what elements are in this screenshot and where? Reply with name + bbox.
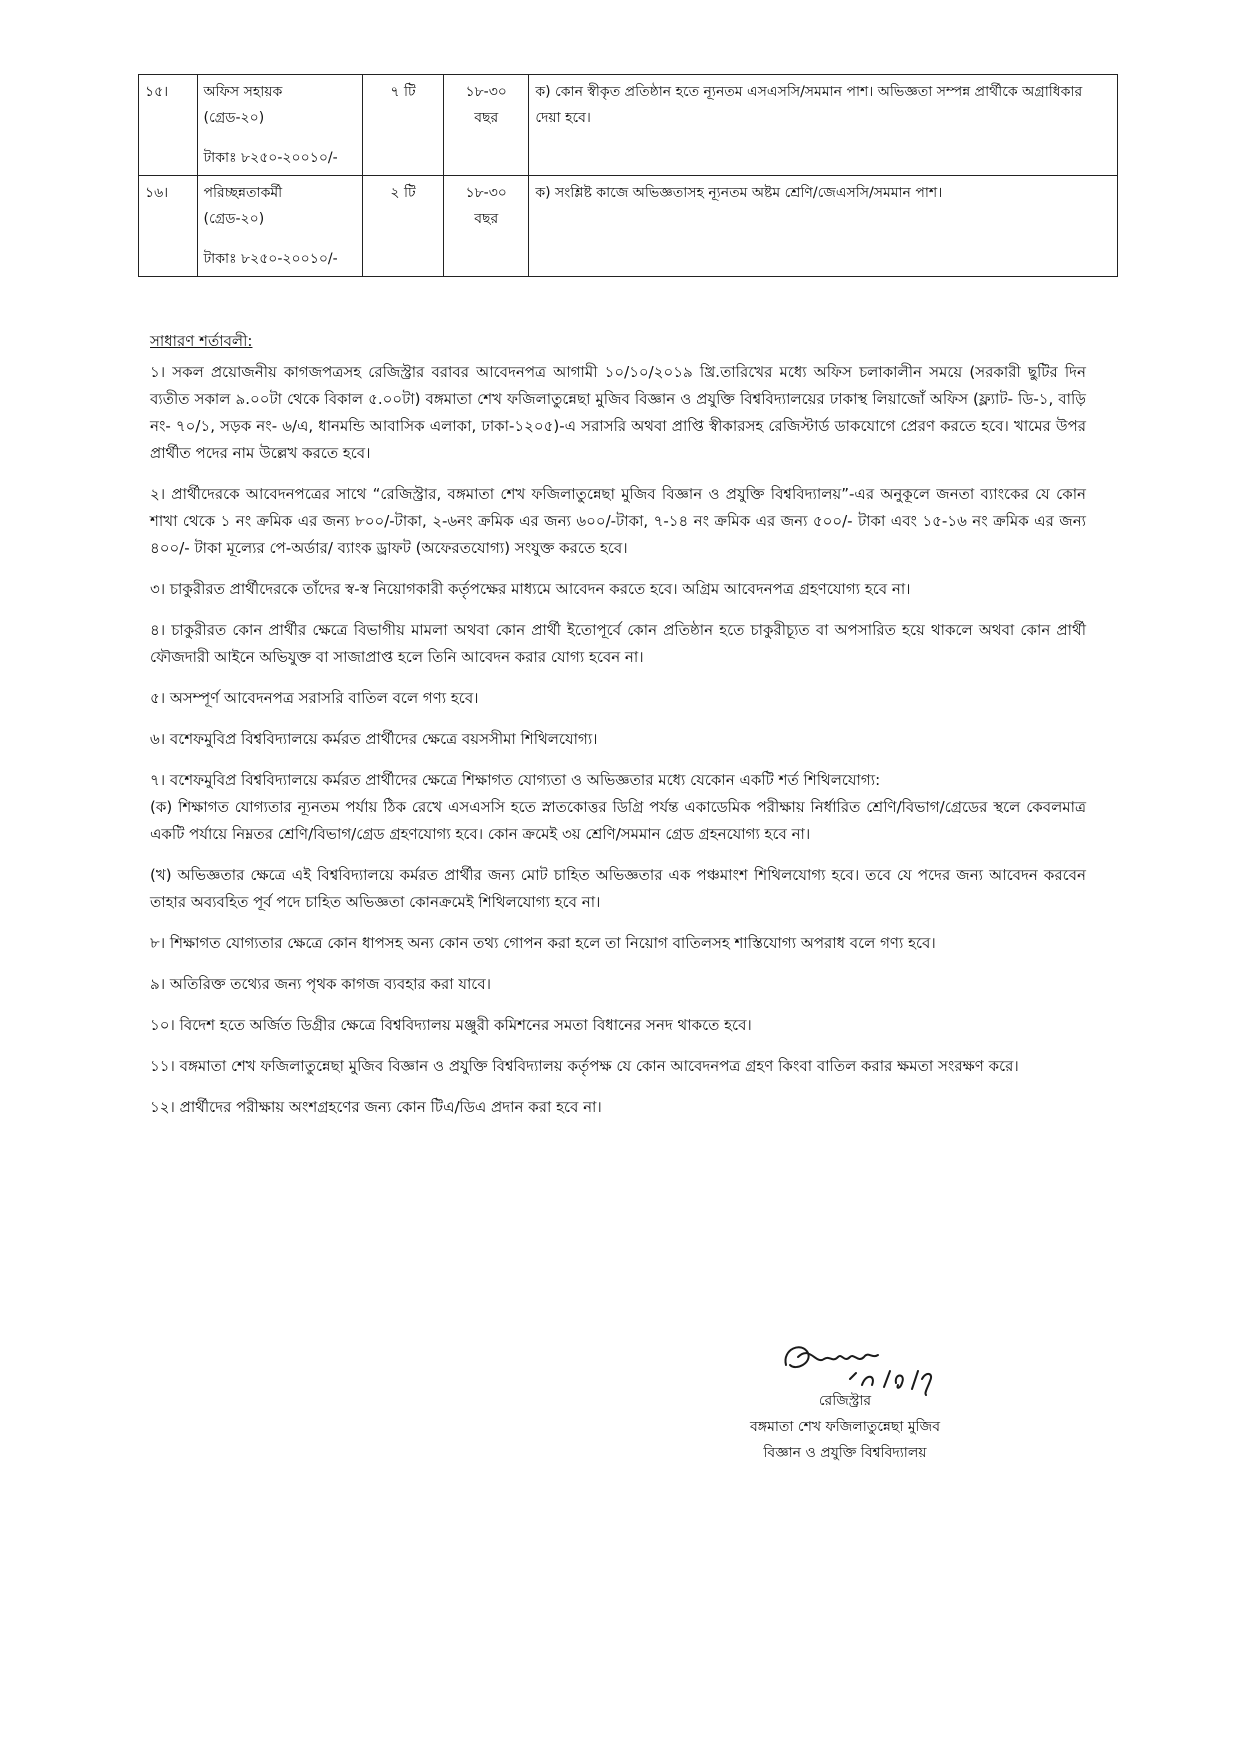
serial-cell: ১৬।	[139, 176, 198, 277]
qualification-cell: ক) কোন স্বীকৃত প্রতিষ্ঠান হতে ন্যূনতম এসএসসি/সমমান পাশ। অভিজ্ঞতা সম্পন্ন প্রার্থীকে অগ্রাধিকার দেয়া হবে।	[529, 75, 1118, 176]
table-row	[139, 75, 1118, 176]
age-cell	[444, 75, 529, 176]
post-count-cell: ২ টি	[362, 176, 443, 277]
term-2: ২। প্রার্থীদেরকে আবেদনপত্রের সাথে “রেজিস্ট্রার, বঙ্গমাতা শেখ ফজিলাতুন্নেছা মুজিব বিজ্ঞান ও প্রযুক্তি বিশ্ববিদ্যালয়”-এর অনুকূলে জনতা ব্যাংকের যে কোন শাখা থেকে ১ নং ক্রমিক এর জন্য ৮০০/-টাকা, ২-৬নং ক্রমিক এর জন্য ৬০০/-টাকা, ৭-১৪ নং ক্রমিক এর জন্য ৫০০/- টাকা এবং ১৫-১৬ নং ক্রমিক এর জন্য ৪০০/- টাকা মূল্যের পে-অর্ডার/ ব্যাংক ড্রাফট (অফেরতযোগ্য) সংযুক্ত করতে হবে।	[150, 485, 1086, 557]
age-unit: বছর	[474, 211, 499, 227]
post-salary: টাকাঃ ৮২৫০-২০০১০/-	[203, 150, 338, 166]
signer-title: রেজিস্ট্রার	[818, 1393, 872, 1409]
post-count-cell: ৭ টি	[362, 75, 443, 176]
term-11-number: ১১।	[150, 1057, 175, 1075]
serial-cell: ১৫।	[139, 75, 198, 176]
term-12: ১২। প্রার্থীদের পরীক্ষায় অংশগ্রহণের জন্য কোন টিএ/ডিএ প্রদান করা হবে না।	[150, 1098, 602, 1116]
term-7-a: (ক) শিক্ষাগত যোগ্যতার ন্যূনতম পর্যায় ঠিক রেখে এসএসসি হতে স্নাতকোত্তর ডিগ্রি পর্যন্ত একাডেমিক পরীক্ষায় নির্ধারিত শ্রেণি/বিভাগ/গ্রেডের স্থলে কেবলমাত্র একটি পর্যায়ে নিম্নতর শ্রেণি/বিভাগ/গ্রেড গ্রহণযোগ্য হবে। কোন ক্রমেই ৩য় শ্রেণি/সমমান গ্রেড গ্রহনযোগ্য হবে না।	[150, 798, 1086, 843]
term-11	[150, 1053, 1086, 1080]
term-7: ৭। বশেফমুবিপ্র বিশ্ববিদ্যালয়ে কর্মরত প্রার্থীদের ক্ষেত্রে শিক্ষাগত যোগ্যতা ও অভিজ্ঞতার মধ্যে যেকোন একটি শর্ত শিথিলযোগ্য:	[150, 771, 881, 789]
post-salary: টাকাঃ ৮২৫০-২০০১০/-	[203, 251, 338, 267]
age-unit: বছর	[474, 110, 499, 126]
posts-table	[138, 74, 1118, 277]
age-range: ১৮-৩০	[465, 84, 507, 100]
signer-org-line-1: বঙ্গমাতা শেখ ফজিলাতুন্নেছা মুজিব	[750, 1419, 940, 1435]
post-grade: (গ্রেড-২০)	[203, 110, 265, 126]
term-4: ৪। চাকুরীরত কোন প্রার্থীর ক্ষেত্রে বিভাগীয় মামলা অথবা কোন প্রার্থী ইতোপূর্বে কোন প্রতিষ্ঠান হতে চাকুরীচ্যূত বা অপসারিত হয়ে থাকলে অথবা কোন প্রার্থী ফৌজদারী আইনে অভিযুক্ত বা সাজাপ্রাপ্ত হলে তিনি আবেদন করার যোগ্য হবেন না।	[150, 621, 1086, 666]
post-name: পরিচ্ছন্নতাকর্মী	[203, 185, 283, 201]
age-cell	[444, 176, 529, 277]
general-terms	[150, 320, 1086, 1135]
signer-org-line-2: বিজ্ঞান ও প্রযুক্তি বিশ্ববিদ্যালয়	[763, 1445, 927, 1461]
age-range: ১৮-৩০	[465, 185, 507, 201]
term-9: ৯। অতিরিক্ত তথ্যের জন্য পৃথক কাগজ ব্যবহার করা যাবে।	[150, 975, 492, 993]
term-3: ৩। চাকুরীরত প্রার্থীদেরকে তাঁদের স্ব-স্ব নিয়োগকারী কর্তৃপক্ষের মাধ্যমে আবেদন করতে হবে। অগ্রিম আবেদনপত্র গ্রহণযোগ্য হবে না।	[150, 580, 911, 598]
term-5: ৫। অসম্পূর্ণ আবেদনপত্র সরাসরি বাতিল বলে গণ্য হবে।	[150, 689, 479, 707]
post-grade: (গ্রেড-২০)	[203, 211, 265, 227]
term-8: ৮। শিক্ষাগত যোগ্যতার ক্ষেত্রে কোন ধাপসহ অন্য কোন তথ্য গোপন করা হলে তা নিয়োগ বাতিলসহ শাস্তিযোগ্য অপরাধ বলে গণ্য হবে।	[150, 934, 936, 952]
signer-block	[680, 1388, 1010, 1466]
table-row	[139, 176, 1118, 277]
term-7-b: (খ) অভিজ্ঞতার ক্ষেত্রে এই বিশ্ববিদ্যালয়ে কর্মরত প্রার্থীর জন্য মোট চাহিত অভিজ্ঞতার এক পঞ্চমাংশ শিথিলযোগ্য হবে। তবে যে পদের জন্য আবেদন করবেন তাহার অব্যবহিত পূর্ব পদে চাহিত অভিজ্ঞতা কোনক্রমেই শিথিলযোগ্য হবে না।	[150, 866, 1086, 911]
post-cell	[197, 176, 362, 277]
post-cell	[197, 75, 362, 176]
term-6: ৬। বশেফমুবিপ্র বিশ্ববিদ্যালয়ে কর্মরত প্রার্থীদের ক্ষেত্রে বয়সসীমা শিথিলযোগ্য।	[150, 730, 598, 748]
term-10: ১০। বিদেশ হতে অর্জিত ডিগ্রীর ক্ষেত্রে বিশ্ববিদ্যালয় মঞ্জুরী কমিশনের সমতা বিধানের সনদ থাকতে হবে।	[150, 1016, 752, 1034]
post-name: অফিস সহায়ক	[203, 84, 283, 100]
term-11-text: বঙ্গমাতা শেখ ফজিলাতুন্নেছা মুজিব বিজ্ঞান ও প্রযুক্তি বিশ্ববিদ্যালয় কর্তৃপক্ষ যে কোন আবেদনপত্র গ্রহণ কিংবা বাতিল করার ক্ষমতা সংরক্ষণ করে।	[179, 1057, 1019, 1075]
term-1: ১। সকল প্রয়োজনীয় কাগজপত্রসহ রেজিস্ট্রার বরাবর আবেদনপত্র আগামী ১০/১০/২০১৯ খ্রি.তারিখের মধ্যে অফিস চলাকালীন সময়ে (সরকারী ছুটির দিন ব্যতীত সকাল ৯.০০টা থেকে বিকাল ৫.০০টা) বঙ্গমাতা শেখ ফজিলাতুন্নেছা মুজিব বিজ্ঞান ও প্রযুক্তি বিশ্ববিদ্যালয়ের ঢাকাস্থ লিয়াজোঁ অফিস (ফ্ল্যাট- ডি-১, বাড়ি নং- ৭০/১, সড়ক নং- ৬/এ, ধানমন্ডি আবাসিক এলাকা, ঢাকা-১২০৫)-এ সরাসরি অথবা প্রাপ্তি স্বীকারসহ রেজিস্টার্ড ডাকযোগে প্রেরণ করতে হবে। খামের উপর প্রার্থীত পদের নাম উল্লেখ করতে হবে।	[150, 363, 1086, 462]
terms-heading: সাধারণ শর্তাবলী:	[150, 332, 253, 350]
qualification-cell: ক) সংশ্লিষ্ট কাজে অভিজ্ঞতাসহ ন্যূনতম অষ্টম শ্রেণি/জেএসসি/সমমান পাশ।	[529, 176, 1118, 277]
